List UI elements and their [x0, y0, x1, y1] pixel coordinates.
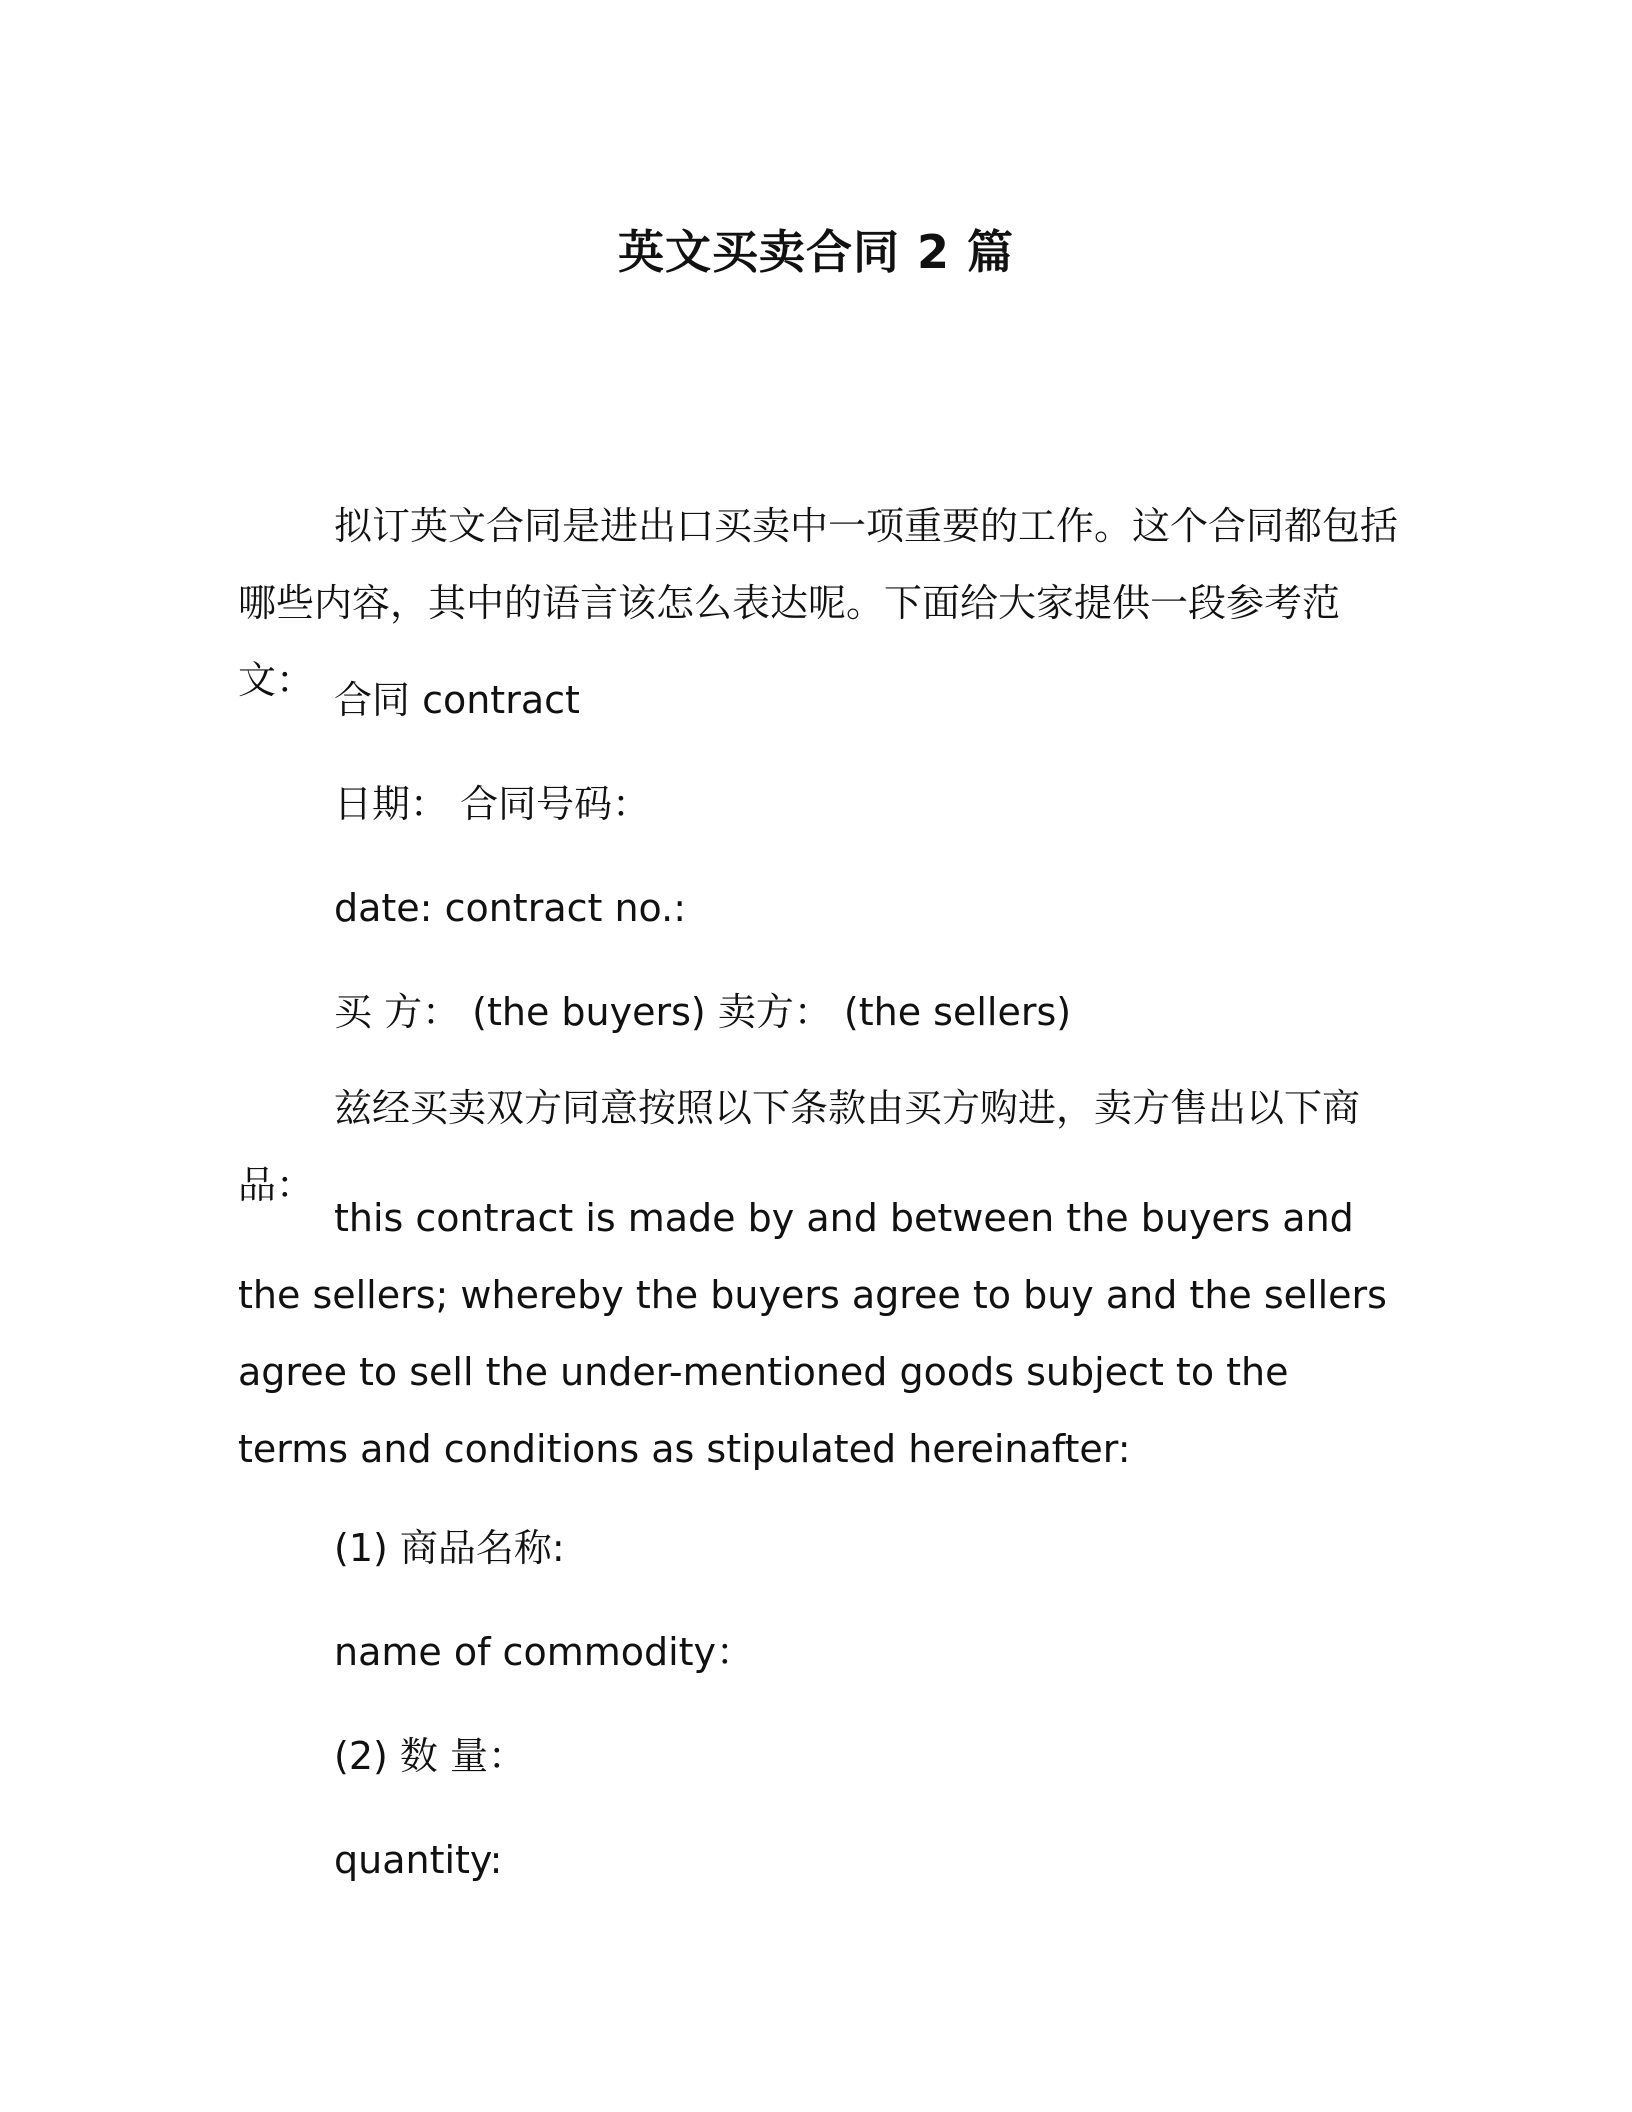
agreement-cn: 兹经买卖双方同意按照以下条款由买方购进，卖方售出以下商品：	[238, 1086, 1361, 1207]
commodity-name-cn: (1) 商品名称:	[334, 1526, 565, 1570]
document-title: 英文买卖合同 2 篇	[617, 225, 1015, 279]
commodity-name-en: name of commodity：	[334, 1630, 755, 1674]
agreement-en: this contract is made by and between the buyers and the sellers; whereby the buyers agree to buy and the sellers agree to sell the under-mentioned goods subject to the terms and conditions as stipulated hereinafter:	[238, 1196, 1387, 1471]
contract-heading: 合同 contract	[334, 678, 580, 722]
date-contract-no-cn: 日期： 合同号码：	[334, 782, 651, 826]
quantity-en: quantity:	[334, 1838, 503, 1882]
date-contract-no-en: date: contract no.:	[334, 886, 687, 930]
quantity-cn: (2) 数 量：	[334, 1734, 526, 1778]
buyers-sellers-line: 买 方： (the buyers) 卖方： (the sellers)	[334, 990, 1072, 1034]
intro-paragraph: 拟订英文合同是进出口买卖中一项重要的工作。这个合同都包括哪些内容，其中的语言该怎么表达呢。下面给大家提供一段参考范文：	[238, 504, 1399, 702]
